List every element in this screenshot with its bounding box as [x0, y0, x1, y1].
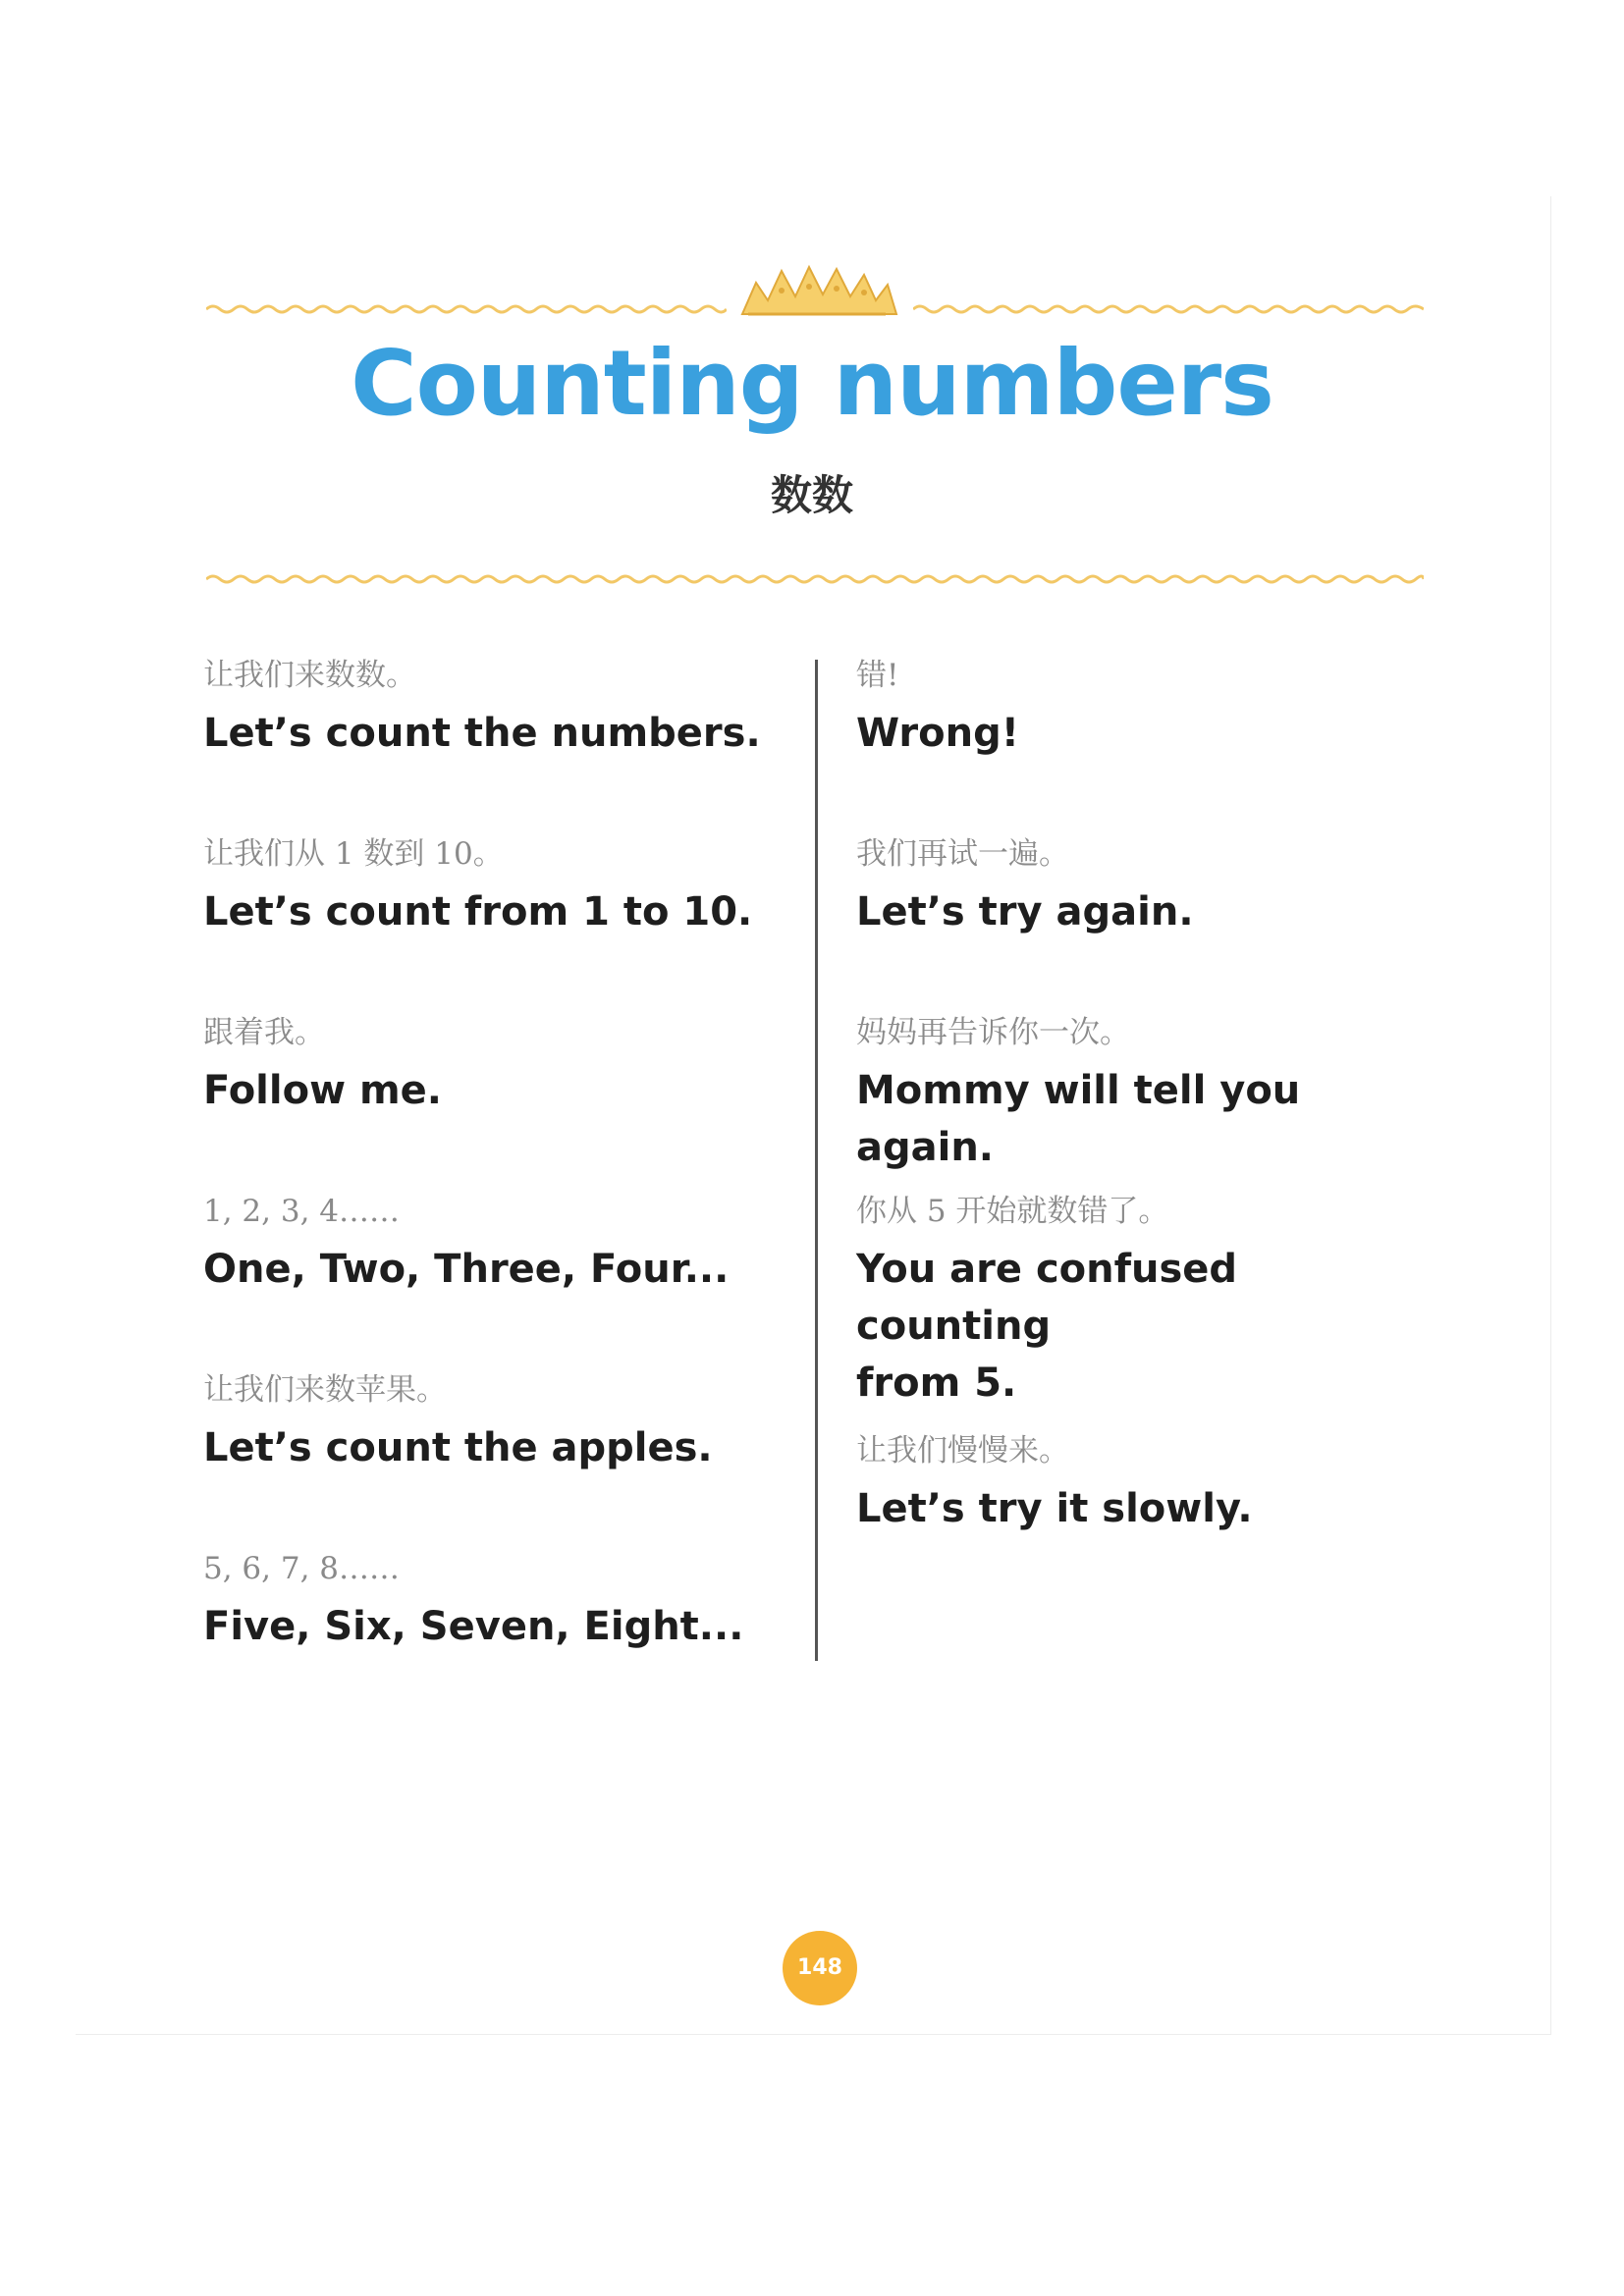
phrase-entry — [203, 834, 792, 1013]
english-phrase: Five, Six, Seven, Eight... — [203, 1604, 744, 1649]
chinese-phrase: 1, 2, 3, 4…… — [203, 1194, 401, 1229]
english-phrase: Wrong! — [856, 711, 1019, 756]
english-phrase: Let’s count the apples. — [203, 1425, 713, 1470]
english-phrase-continuation: from 5. — [856, 1361, 1017, 1406]
crown-ornament-icon — [738, 261, 900, 318]
page-number-badge: 148 — [783, 1931, 857, 2005]
phrase-entry — [856, 1013, 1445, 1192]
chinese-phrase: 跟着我。 — [203, 1015, 325, 1050]
column-divider — [815, 660, 818, 1661]
english-phrase: You are confused counting — [856, 1247, 1238, 1349]
top-wave-left — [206, 302, 727, 316]
chinese-phrase: 让我们来数数。 — [203, 658, 416, 693]
right-column — [856, 656, 1445, 1610]
chinese-phrase: 你从 5 开始就数错了。 — [856, 1194, 1169, 1229]
phrase-entry — [203, 1549, 792, 1728]
header-wave-bottom — [206, 572, 1424, 586]
english-phrase: One, Two, Three, Four... — [203, 1247, 730, 1292]
chinese-phrase: 让我们慢慢来。 — [856, 1433, 1069, 1468]
chinese-phrase: 让我们从 1 数到 10。 — [203, 836, 504, 872]
page-title: Counting numbers — [351, 331, 1273, 436]
phrase-entry — [856, 656, 1445, 834]
phrase-entry — [856, 1192, 1445, 1431]
english-phrase: Let’s count from 1 to 10. — [203, 889, 753, 934]
left-column — [203, 656, 792, 1728]
phrase-entry — [856, 1431, 1445, 1610]
chinese-phrase: 我们再试一遍。 — [856, 836, 1069, 872]
phrase-entry — [203, 1192, 792, 1370]
english-phrase: Let’s try again. — [856, 889, 1194, 934]
phrase-entry — [203, 1013, 792, 1192]
chinese-phrase: 让我们来数苹果。 — [203, 1372, 447, 1408]
phrase-entry — [203, 1370, 792, 1549]
english-phrase: Follow me. — [203, 1068, 442, 1113]
chinese-phrase: 5, 6, 7, 8…… — [203, 1551, 401, 1586]
english-phrase: Let’s try it slowly. — [856, 1486, 1253, 1531]
top-wave-right — [913, 302, 1424, 316]
english-phrase: Let’s count the numbers. — [203, 711, 761, 756]
english-phrase: Mommy will tell you again. — [856, 1068, 1301, 1170]
phrase-entry — [203, 656, 792, 834]
phrase-entry — [856, 834, 1445, 1013]
page-subtitle: 数数 — [770, 471, 853, 519]
chinese-phrase: 妈妈再告诉你一次。 — [856, 1015, 1130, 1050]
chinese-phrase: 错! — [856, 658, 899, 693]
